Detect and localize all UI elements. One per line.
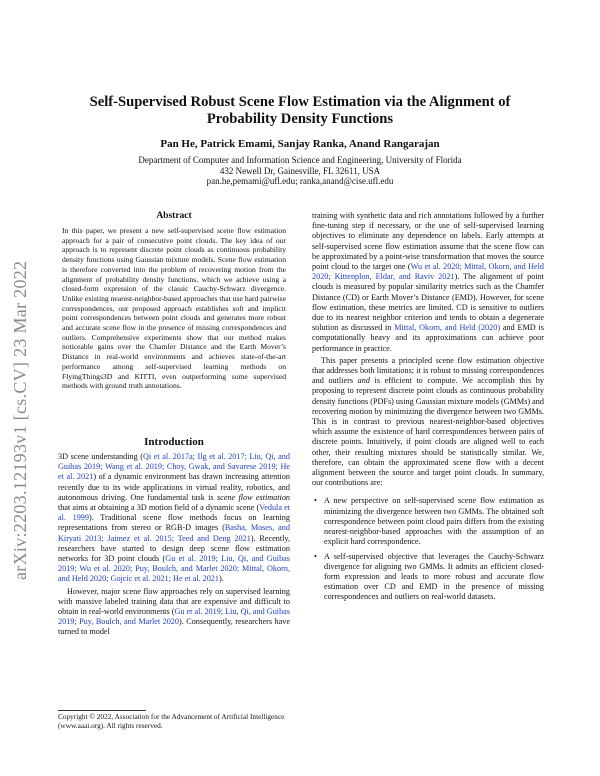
text-run: training with synthetic data and rich annotations followed by a further fine-tuning step if necessary, or the use of self-supervised learning objectives to eliminate any dependence on labels. Early attempts at self-supervised scene flow estimation assume that the scene flow can be approximated by a point-wise transformation that moves the source point cloud to the target one ( [312, 211, 544, 272]
list-item-text: A new perspective on self-supervised scene flow estimation as minimizing the divergence between two GMMs. The obtained soft correspondence between point cloud pairs differs from the existing nearest-neighbor-based approaches with the assumption of an explicit hard correspondence. [324, 496, 544, 547]
text-run: ). Consequently, researchers have turned to model [58, 617, 291, 637]
affiliation-department: Department of Computer and Information Science and Engineering, University of Florida [138, 155, 462, 165]
affiliation-address: 432 Newell Dr, Gainesville, FL 32611, USA [219, 165, 381, 176]
citation-link[interactable]: Qi et al. 2017a; Ilg et al. 2017; Liu, Qi, and Guibas 2019; Wang et al. 2019; Choy, Gwak, and Savarese 2019; He et al. 2021 [58, 452, 290, 482]
affiliation [60, 155, 540, 187]
arxiv-sidebar [6, 200, 36, 580]
bullet-icon: • [314, 496, 317, 506]
text-run: ). [218, 574, 224, 584]
citation-link[interactable]: Gu et al. 2019; Liu, Qi, and Guibas 2019; Wu et al. 2020; Puy, Boulch, and Marlet 2020; Mittal, Okorn, and Held 2020; Gojcic et al. 2021; He et al. 2021 [58, 554, 290, 584]
intro-paragraph-1 [58, 452, 290, 585]
text-run: ). Traditional scene flow methods focus on learning representations from stereo or RGB-D images ( [58, 513, 290, 533]
list-item-text: A self-supervised objective that leverages the Cauchy-Schwarz divergence for aligning two GMMs. It admits an efficient closed-form expression and leads to more robust and accurate flow estimation over CD and EMD in the presence of missing correspondences and outliers on real-world datasets. [324, 551, 544, 602]
text-run: ) of a dynamic environment has drawn increasing attention recently due to its wide applications in virtual reality, robotics, and autonomous driving. One fundamental task is [58, 472, 290, 502]
arxiv-id[interactable]: arXiv:2203.12193v1 [cs.CV] 23 Mar 2022 [10, 260, 30, 580]
text-run: 3D scene understanding ( [58, 452, 143, 461]
text-run: that aims at obtaining a 3D motion field of a dynamic scene ( [58, 503, 260, 513]
contribution-list [312, 496, 544, 602]
text-run: ). The alignment of point clouds is measured by popular similarity metrics such as the Chamfer Distance (CD) or Earth Mover’s Distance (EMD). However, for scene flow estimation, these metrics are limited. CD is sensitive to outliers due to its nearest neighbor criterion and tends to obtain a degenerate solution as discussed in [312, 272, 544, 333]
citation-link[interactable]: Basha, Moses, and Kiryati 2013; Jaimez et al. 2015; Teed and Deng 2021 [58, 523, 290, 543]
right-paragraph-2 [312, 356, 544, 489]
intro-paragraph-2 [58, 587, 290, 638]
introduction-heading: Introduction [144, 436, 204, 448]
text-run: ). Recently, researchers have started to design deep scene flow estimation networks for 3D point clouds ( [58, 533, 290, 564]
bullet-icon: • [314, 551, 317, 561]
emphasis: scene flow estimation [216, 492, 291, 502]
affiliation-emails: pan.he,pemami@ufl.edu; ranka,anand@cise.ufl.edu [206, 176, 394, 187]
paper-title [60, 94, 540, 128]
right-paragraph-1 [312, 211, 544, 354]
abstract-heading: Abstract [156, 211, 192, 221]
citation-link[interactable]: Wu et al. 2020; Mittal, Okorn, and Held 2020; Kittenplon, Eldar, and Raviv 2021 [312, 262, 544, 282]
title-line-2: Probability Density Functions [206, 111, 394, 127]
copyright-notice: Copyright © 2022, Association for the Advancement of Artificial Intelligence (www.aaai.org). All rights reserved. [58, 712, 285, 730]
text-run: is efficient to compute. We accomplish this by proposing to represent discrete point clouds as continuous probability density functions (PDFs) using Gaussian mixture models (GMMs) and recovering motion by minimizing the divergence between two GMMs. This is in contrast to previous nearest-neighbor-based objectives which assume the existence of hard correspondences between pairs of discrete points. Intuitively, if point clouds are aligned well to each other, their resulting mixtures should be statistically similar. We, therefore, can obtain the approximated scene flow with a decent alignment between the source and target point clouds. In summary, our contributions are: [312, 376, 544, 488]
text-run: This paper presents a principled scene flow estimation objective that addresses both limitations; it is robust to missing correspondences and outliers [312, 355, 544, 386]
title-line-1: Self-Supervised Robust Scene Flow Estimation via the Alignment of [89, 94, 511, 110]
list-item [312, 496, 544, 547]
list-item [312, 552, 544, 603]
text-run: and EMD is computationally heavy and its approximations can achieve poor performance in practice. [312, 323, 544, 353]
citation-link[interactable]: Mittal, Okorn, and Held (2020) [394, 323, 501, 333]
abstract-text: In this paper, we present a new self-supervised scene flow estimation approach for a pair of consecutive point clouds. The key idea of our approach is to represent discrete point clouds as continuous probability density functions using Gaussian mixture models. Scene flow estimation is therefore converted into the problem of recovering motion from the alignment of probability density functions, which we achieve using a closed-form expression of the classic Cauchy-Schwarz divergence. Unlike existing nearest-neighbor-based approaches that use hard pairwise correspondences, our proposed approach establishes soft and implicit point correspondences between point clouds and generates more robust and accurate scene flow in the presence of missing correspondences and outliers. Comprehensive experiments show that our method makes noticeable gains over the Chamfer Distance and the Earth Mover’s Distance in real-world environments and achieves state-of-the-art performance among self-supervised learning methods on FlyingThings3D and KITTI, even outperforming some supervised methods with ground truth annotations. [62, 226, 286, 391]
citation-link[interactable]: Gu et al. 2019; Liu, Qi, and Guibas 2019; Puy, Boulch, and Marlet 2020 [58, 607, 290, 627]
author-list: Pan He, Patrick Emami, Sanjay Ranka, Anand Rangarajan [160, 138, 440, 150]
right-column [312, 211, 544, 607]
text-run: However, major scene flow approaches rely on supervised learning with massive labeled training data that are expensive and difficult to obtain in real-world environments ( [58, 586, 290, 617]
footnote-rule [58, 710, 146, 711]
citation-link[interactable]: Vedula et al. 1999 [58, 503, 290, 523]
introduction-body [58, 452, 290, 638]
emphasis: and [357, 376, 370, 386]
